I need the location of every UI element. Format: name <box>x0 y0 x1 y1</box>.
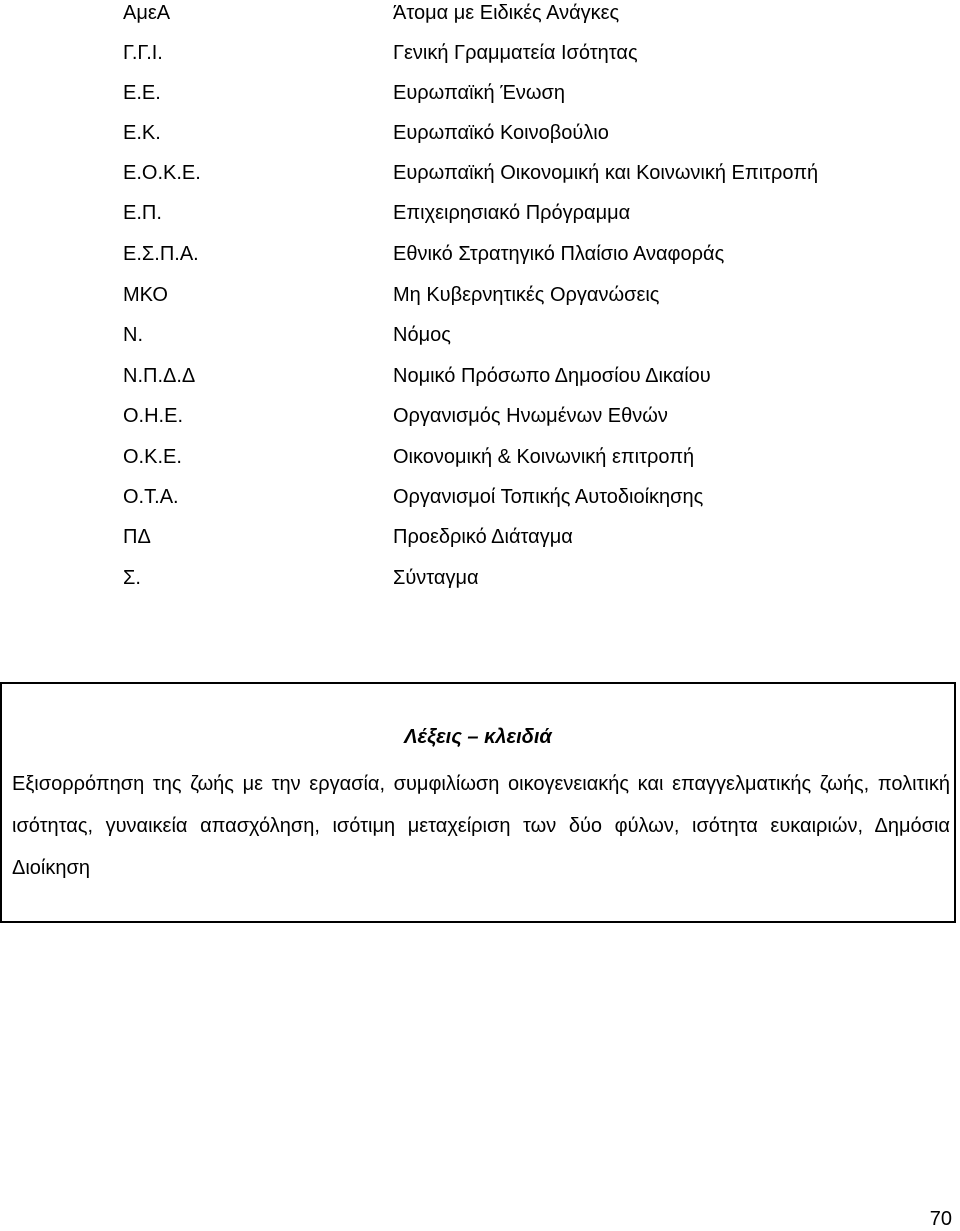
keywords-text: Εξισορρόπηση της ζωής με την εργασία, συμφιλίωση οικογενειακής και επαγγελματικής ζωής, πολιτική ισότητας, γυναικεία απασχόληση, ισότιμη μεταχείριση των δύο φύλων, ισότητα ευκαιριών, Δημόσια Διοίκηση <box>12 773 950 879</box>
abbreviation-row <box>0 80 960 120</box>
abbreviation-row <box>0 282 960 322</box>
abbreviation: Ο.Κ.Ε. <box>123 446 182 468</box>
abbreviation-row <box>0 160 960 200</box>
abbreviation-row <box>0 565 960 605</box>
abbreviation-row <box>0 120 960 160</box>
abbreviation: Ε.Κ. <box>123 122 161 144</box>
abbreviation-row <box>0 0 960 40</box>
abbreviation-meaning: Μη Κυβερνητικές Οργανώσεις <box>393 284 660 306</box>
abbreviation-meaning: Οργανισμός Ηνωμένων Εθνών <box>393 405 668 427</box>
keywords-title: Λέξεις – κλειδιά <box>404 726 552 748</box>
abbreviation-row <box>0 200 960 240</box>
abbreviation: Ε.Ε. <box>123 82 161 104</box>
abbreviation-row <box>0 524 960 564</box>
abbreviation-meaning: Άτομα με Ειδικές Ανάγκες <box>393 2 620 24</box>
abbreviation-row <box>0 241 960 281</box>
abbreviation: ΑμεΑ <box>123 2 171 24</box>
abbreviation: Ν. <box>123 324 143 346</box>
abbreviation: ΠΔ <box>123 526 151 548</box>
abbreviation-meaning: Σύνταγμα <box>393 567 479 589</box>
abbreviation: Ε.Ο.Κ.Ε. <box>123 162 201 184</box>
abbreviation-meaning: Νόμος <box>393 324 451 346</box>
abbreviation-meaning: Ευρωπαϊκή Ένωση <box>393 82 565 104</box>
abbreviation: Ε.Σ.Π.Α. <box>123 243 199 265</box>
abbreviation-meaning: Προεδρικό Διάταγμα <box>393 526 573 548</box>
abbreviation-row <box>0 40 960 80</box>
abbreviation-meaning: Επιχειρησιακό Πρόγραμμα <box>393 202 631 224</box>
abbreviation-meaning: Ευρωπαϊκό Κοινοβούλιο <box>393 122 609 144</box>
abbreviation-row <box>0 484 960 524</box>
abbreviation-row <box>0 322 960 362</box>
keywords-box <box>0 682 956 923</box>
abbreviation-row <box>0 444 960 484</box>
abbreviation-meaning: Εθνικό Στρατηγικό Πλαίσιο Αναφοράς <box>393 243 725 265</box>
abbreviation: Ν.Π.Δ.Δ <box>123 365 196 387</box>
abbreviation: Γ.Γ.Ι. <box>123 42 163 64</box>
abbreviation: Ο.Τ.Α. <box>123 486 179 508</box>
abbreviation-meaning: Γενική Γραμματεία Ισότητας <box>393 42 638 64</box>
abbreviation-meaning: Οργανισμοί Τοπικής Αυτοδιοίκησης <box>393 486 704 508</box>
abbreviation-meaning: Ευρωπαϊκή Οικονομική και Κοινωνική Επιτροπή <box>393 162 819 184</box>
abbreviation: ΜΚΟ <box>123 284 168 306</box>
abbreviation-row <box>0 363 960 403</box>
abbreviation-row <box>0 403 960 443</box>
page-number: 70 <box>929 1208 952 1230</box>
abbreviation-meaning: Οικονομική & Κοινωνική επιτροπή <box>393 446 695 468</box>
abbreviation: Ε.Π. <box>123 202 162 224</box>
abbreviation: Ο.Η.Ε. <box>123 405 184 427</box>
abbreviation: Σ. <box>123 567 141 589</box>
abbreviation-meaning: Νομικό Πρόσωπο Δημοσίου Δικαίου <box>393 365 711 387</box>
